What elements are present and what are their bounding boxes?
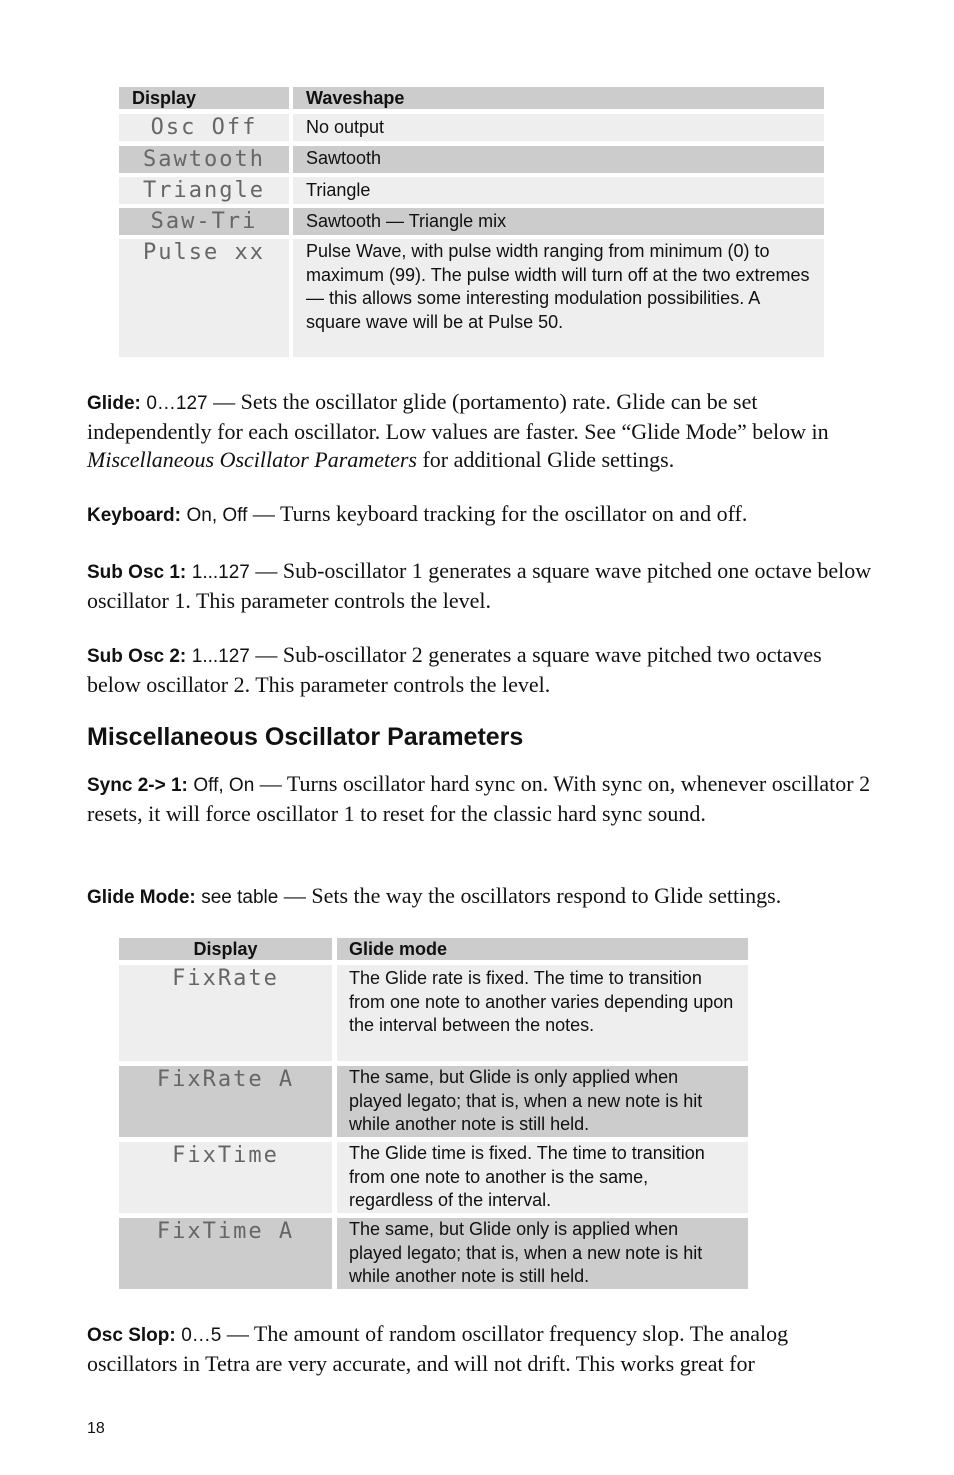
table-row-display: Saw-Tri (119, 208, 289, 235)
table-row-display: Pulse xx (119, 239, 289, 357)
section-title: Miscellaneous Oscillator Parameters (87, 723, 524, 751)
param-range: On, Off (186, 505, 248, 526)
table-row-desc: The Glide time is fixed. The time to transition from one note to another is the same, regardless of the interval. (337, 1142, 748, 1213)
param-text: for additional Glide settings. (416, 447, 675, 472)
table-row-desc: The same, but Glide is only applied when played legato; that is, when a new note is hit while another note is still held. (337, 1066, 748, 1137)
table-header-display: Display (119, 87, 289, 109)
sub-osc-1-param (87, 557, 877, 615)
param-text: — Sub-oscillator 1 generates a square wave pitched one octave below oscillator 1. This parameter controls the level. (87, 558, 872, 613)
param-text: — Sets the oscillator glide (portamento) rate. Glide can be set independently for each oscillator. Low values are faster. See “Glide Mode” below in (87, 389, 829, 444)
table-row-display: Triangle (119, 177, 289, 204)
page-number: 18 (87, 1420, 105, 1437)
param-text: — The amount of random oscillator frequency slop. The analog oscillators in Tetra are very accurate, and will not drift. This works great for (87, 1321, 789, 1376)
table-row-desc: Sawtooth (293, 146, 824, 173)
glide-mode-param (87, 882, 877, 912)
param-label: Osc Slop: (87, 1325, 176, 1346)
sub-osc-2-param (87, 641, 877, 699)
table-row-desc: The same, but Glide only is applied when played legato; that is, when a new note is hit while another note is still held. (337, 1218, 748, 1289)
param-range: Off, On (193, 775, 255, 796)
table-row-desc: The Glide rate is fixed. The time to transition from one note to another varies depending upon the interval between the notes. (337, 965, 748, 1061)
param-text: — Sets the way the oscillators respond to Glide settings. (278, 883, 782, 908)
osc-slop-param (87, 1320, 877, 1378)
param-label: Sub Osc 2: (87, 646, 187, 667)
param-label: Glide Mode: (87, 887, 196, 908)
param-italic: Miscellaneous Oscillator Parameters (87, 447, 417, 472)
table-row-display: FixTime A (119, 1218, 332, 1289)
param-range: 1...127 (191, 562, 250, 583)
table-row-display: FixRate (119, 965, 332, 1061)
table-header-glide-mode: Glide mode (337, 938, 748, 960)
table-row-display: Sawtooth (119, 146, 289, 173)
keyboard-param (87, 500, 877, 530)
sync-param (87, 770, 877, 828)
table-row-display: FixTime (119, 1142, 332, 1213)
table-row-display: FixRate A (119, 1066, 332, 1137)
param-text: — Turns keyboard tracking for the oscillator on and off. (247, 501, 748, 526)
param-range: 1...127 (191, 646, 250, 667)
param-label: Keyboard: (87, 505, 181, 526)
param-text: — Turns oscillator hard sync on. With sync on, whenever oscillator 2 resets, it will force oscillator 1 to reset for the classic hard sync sound. (87, 771, 871, 826)
table-row-desc: Sawtooth — Triangle mix (293, 208, 824, 235)
table-header-display: Display (119, 938, 332, 960)
table-row-desc: No output (293, 114, 824, 141)
param-label: Sub Osc 1: (87, 562, 187, 583)
param-label: Sync 2-> 1: (87, 775, 188, 796)
param-range: 0…5 (181, 1325, 222, 1346)
glide-param (87, 388, 877, 474)
table-row-desc: Triangle (293, 177, 824, 204)
table-row-display: Osc Off (119, 114, 289, 141)
param-range: 0…127 (146, 393, 208, 414)
table-row-desc: Pulse Wave, with pulse width ranging from minimum (0) to maximum (99). The pulse width will turn off at the two extremes — this allows some interesting modulation possibilities. A square wave will be at Pulse 50. (293, 239, 824, 357)
param-range: see table (201, 887, 279, 908)
table-header-waveshape: Waveshape (293, 87, 824, 109)
param-text: — Sub-oscillator 2 generates a square wave pitched two octaves below oscillator 2. This parameter controls the level. (87, 642, 822, 697)
param-label: Glide: (87, 393, 141, 414)
